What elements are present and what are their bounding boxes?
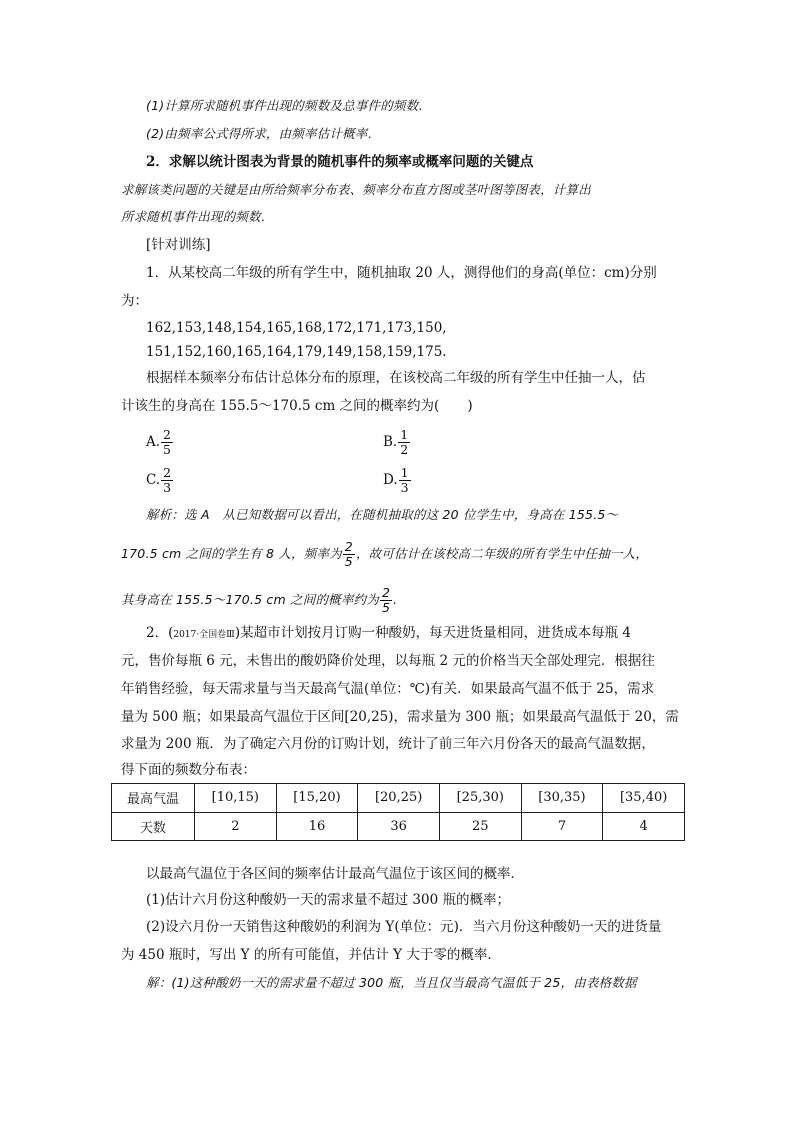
solution-fraction-1: $\frac{2}{5}$ xyxy=(344,539,353,569)
table-cell: [10,15) xyxy=(195,784,277,813)
option-a-label: A. xyxy=(146,434,161,450)
q1-solution-1: 解析：选 A 从已知数据可以看出，在随机抽取的这 20 位学生中，身高在 155.5～ xyxy=(146,507,619,522)
q1-line-4-suffix: ) xyxy=(467,398,473,414)
q2-line-3: 年销售经验，每天需求量与当天最高气温(单位：℃)有关．如果最高气温不低于 25，需求 xyxy=(121,681,655,697)
table-cell: [30,35) xyxy=(521,784,603,813)
q1-solution-2: 170.5 cm 之间的学生有 8 人，频率为 $\frac{2}{5}$ ，故可估计在该校高二年级的所有学生中任抽一人， xyxy=(121,539,649,569)
q1-solution-3: 其身高在 155.5～170.5 cm 之间的概率约为 $\frac{2}{5}$ . xyxy=(121,585,398,615)
q1-line-4 xyxy=(121,396,473,416)
q2-source: 2017·全国卷Ⅲ xyxy=(173,630,235,640)
table-row-temperature xyxy=(112,784,685,813)
q2-line-5: 求量为 200 瓶．为了确定六月份的订购计划，统计了前三年六月份各天的最高气温数据， xyxy=(121,736,655,752)
q1-line-4-prefix: 计该生的身高在 155.5～170.5 cm 之间的概率约为( xyxy=(121,398,440,414)
option-c-label: C. xyxy=(146,472,161,488)
q1-line-1: 1．从某校高二年级的所有学生中，随机抽取 20 人，测得他们的身高(单位：cm)分别 xyxy=(146,265,657,281)
q2-line-1: 2．(2017·全国卷Ⅲ)某超市计划按月订购一种酸奶，每天进货量相同，进货成本每瓶 4 xyxy=(146,625,631,641)
q2-line-6: 得下面的频数分布表： xyxy=(121,762,256,778)
option-c-fraction: $\frac{2}{3}$ xyxy=(163,465,172,495)
key-point-heading: 2．求解以统计图表为背景的随机事件的频率或概率问题的关键点 xyxy=(146,154,534,170)
table-header-days: 天数 xyxy=(112,812,195,841)
q2-sub-2-line-2: 为 450 瓶时，写出 Y 的所有可能值，并估计 Y 大于零的概率． xyxy=(121,947,501,963)
table-cell: [15,20) xyxy=(276,784,358,813)
table-row-days xyxy=(112,812,685,841)
table-cell: 16 xyxy=(276,812,358,841)
table-header-temperature: 最高气温 xyxy=(112,784,195,813)
table-cell: [20,25) xyxy=(358,784,440,813)
table-cell: 36 xyxy=(358,812,440,841)
table-cell: 4 xyxy=(603,812,685,841)
table-cell: [25,30) xyxy=(439,784,521,813)
method-step-2: (2)由频率公式得所求，由频率估计概率． xyxy=(146,126,381,141)
option-b xyxy=(383,428,411,457)
option-a-fraction: $\frac{2}{5}$ xyxy=(163,427,171,457)
table-cell: 2 xyxy=(195,812,277,841)
solution-fraction-2: $\frac{2}{5}$ xyxy=(381,585,391,615)
q1-data-2: 151,152,160,165,164,179,149,158,159,175. xyxy=(146,344,447,360)
frequency-table xyxy=(111,783,685,841)
key-point-text-2: 所求随机事件出现的频数． xyxy=(121,209,274,224)
practice-label: [针对训练] xyxy=(146,237,211,253)
table-cell: [35,40) xyxy=(603,784,685,813)
q2-line-4: 量为 500 瓶；如果最高气温位于区间[20,25)，需求量为 300 瓶；如果最高气温低于 20，需 xyxy=(121,709,679,725)
q2-after-table: 以最高气温位于各区间的频率估计最高气温位于该区间的概率． xyxy=(146,866,524,882)
q2-line-2: 元，售价每瓶 6 元，未售出的酸奶降价处理，以每瓶 2 元的价格当天全部处理完．根据往 xyxy=(121,653,655,669)
q1-line-3: 根据样本频率分布估计总体分布的原理，在该校高二年级的所有学生中任抽一人，估 xyxy=(146,370,646,386)
q1-line-2: 为： xyxy=(121,293,148,309)
q2-sub-1: (1)估计六月份这种酸奶一天的需求量不超过 300 瓶的概率； xyxy=(146,892,510,908)
table-cell: 7 xyxy=(521,812,603,841)
option-d-label: D. xyxy=(383,472,398,488)
option-d xyxy=(383,466,412,495)
key-point-text-1: 求解该类问题的关键是由所给频率分布表、频率分布直方图或茎叶图等图表，计算出 xyxy=(121,182,591,197)
option-c xyxy=(146,466,174,495)
q1-data-1: 162,153,148,154,165,168,172,171,173,150, xyxy=(146,320,447,336)
table-cell: 25 xyxy=(439,812,521,841)
option-b-fraction: $\frac{1}{2}$ xyxy=(400,427,409,457)
option-a xyxy=(146,428,174,457)
option-b-label: B. xyxy=(383,434,398,450)
q2-answer: 解：(1)这种酸奶一天的需求量不超过 300 瓶，当且仅当最高气温低于 25，由表格数据 xyxy=(146,975,637,990)
option-d-fraction: $\frac{1}{3}$ xyxy=(400,465,409,495)
q2-sub-2-line-1: (2)设六月份一天销售这种酸奶的利润为 Y(单位：元)．当六月份这种酸奶一天的进货量 xyxy=(146,919,662,935)
method-step-1: (1)计算所求随机事件出现的频数及总事件的频数． xyxy=(146,98,432,113)
